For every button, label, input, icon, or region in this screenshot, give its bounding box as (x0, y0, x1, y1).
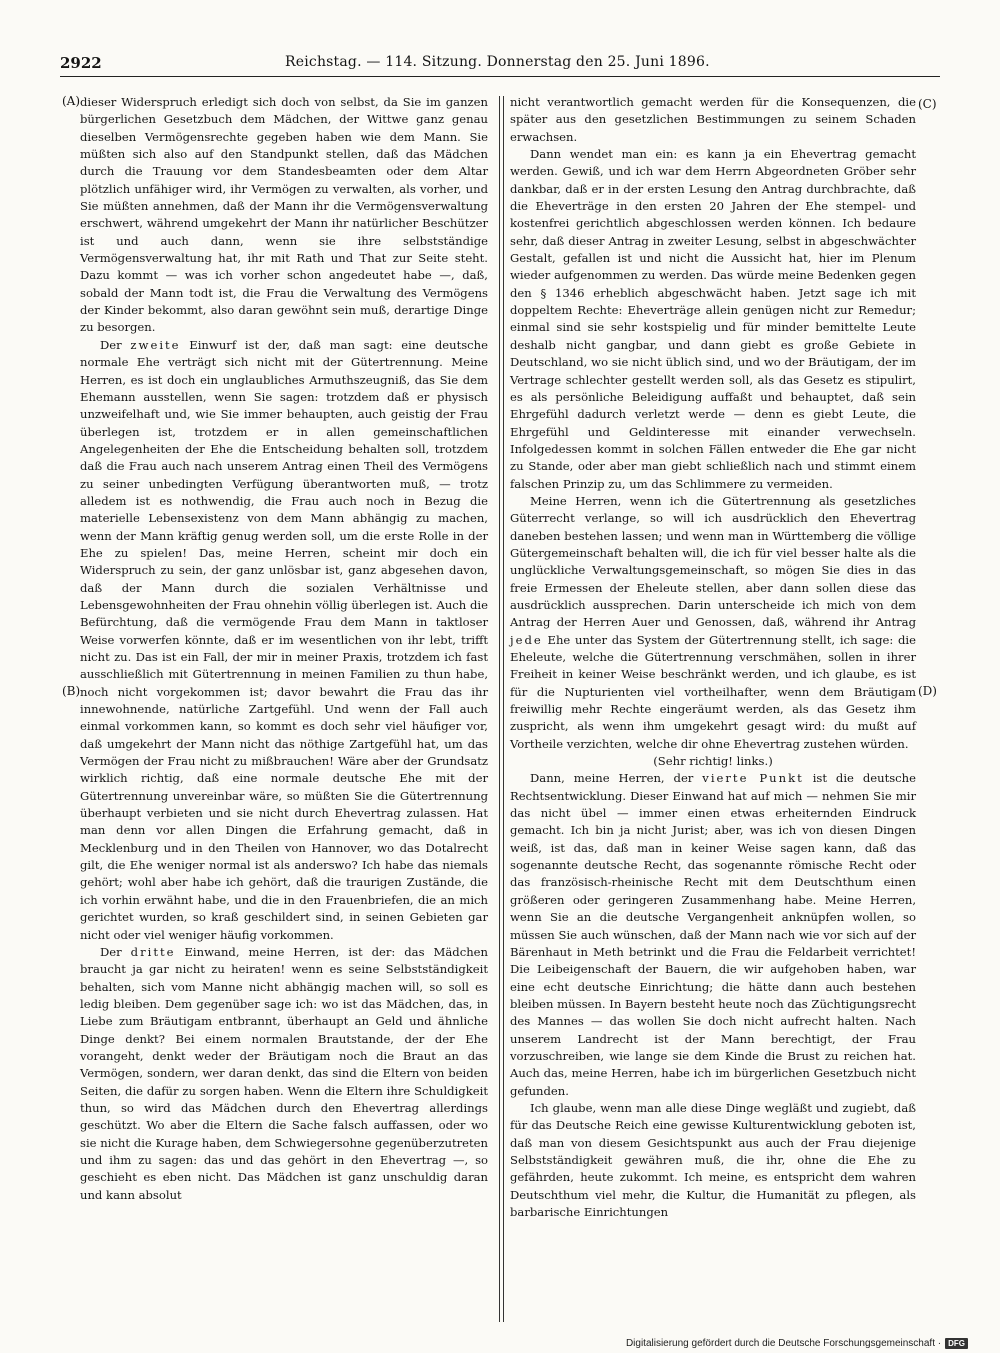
paragraph: Dann, meine Herren, der vierte Punkt ist die deutsche Rechtsentwicklung. Dieser Einwand hat auf mich — nehmen Sie mir das nicht übel — immer einen etwas erheiternden Eindruck gemacht. Ich bin ja nicht Jurist; aber, was ich von diesen Dingen weiß, ist das, daß man in keiner Weise sagen kann, daß das sogenannte deutsche Recht, das sogenannte römische Recht oder das französisch-rheinische Recht mit dem Deutschthum einen größeren oder geringeren Zusammenhang habe. Meine Herren, wenn Sie an die deutsche Vergangenheit anknüpfen wollen, so müssen Sie auch wünschen, daß der Mann nach wie vor sich auf der Bärenhaut in Meth betrinkt und die Frau die Feldarbeit verrichtet! Die Leibeigenschaft der Bauern, die wir aufgehoben haben, war eine echt deutsche Einrichtung; die hätte dann auch bestehen bleiben müssen. In Bayern besteht heute noch das Züchtigungsrecht des Mannes — das wollen Sie doch nicht aufrecht halten. Nach unserem Landrecht ist der Mann berechtigt, der Frau vorzuschreiben, wie lange sie dem Kinde die Brust zu reichen hat. Auch das, meine Herren, habe ich im bürgerlichen Gesetzbuch nicht gefunden. (510, 771, 916, 1098)
emphasis: vierte Punkt (702, 771, 804, 786)
paragraph: Der zweite Einwurf ist der, daß man sagt: eine deutsche normale Ehe verträgt sich nicht mit der Gütertrennung. Meine Herren, es ist doch ein unglaubliches Armuthszeugniß, das Sie dem Ehemann ausstellen, wenn Sie sagen: trotzdem daß er physisch unzweifelhaft und, wie Sie immer behaupten, auch geistig der Frau überlegen ist, trotzdem er in allen gemeinschaftlichen Angelegenheiten der Ehe die Entscheidung behalten soll, trotzdem daß die Frau auch nach unserem Antrag einen Theil des Vermögens zu seiner unbedingten Verfügung überantworten muß, — trotz alledem ist es nothwendig, die Frau auch noch in Bezug die materielle Lebensexistenz von dem Mann abhängig zu machen, wenn der Mann kräftig genug werden soll, um die erste Rolle in der Ehe zu spielen! Das, meine Herren, scheint mir doch ein Widerspruch zu sein, der ganz unlösbar ist, ganz abgesehen davon, daß der Mann durch die sozialen Verhältnisse und Lebensgewohnheiten der Frau ohnehin völlig überlegen ist. Auch die Befürchtung, daß die vermögende Frau dem Mann in taktloser Weise vorwerfen könnte, daß er im wesentlichen von ihr lebt, trifft nicht zu. Das ist ein Fall, der mir in meiner Praxis, trotzdem ich fast ausschließlich mit Gütertrennung in meinen Familien zu thun habe, noch nicht vorgekommen ist; davor bewahrt die Frau das ihr innewohnende, natürliche Zartgefühl. Und wenn der Fall auch einmal vorkommen kann, so kommt es doch sehr viel häufiger vor, daß umgekehrt der Mann nicht das nöthige Zartgefühl hat, um das Vermögen der Frau nicht zu mißbrauchen! Wäre aber der Grundsatz wirklich richtig, daß eine normale deutsche Ehe mit der Gütertrennung unvereinbar wäre, so müßten Sie die Gütertrennung überhaupt verbieten und sie nicht durch Ehevertrag zulassen. Hat man denn vor allen Dingen die Erfahrung gemacht, daß in Mecklenburg und in den Theilen von Hannover, wo das Dotalrecht gilt, die Ehe weniger normal ist als anderswo? Ich habe das niemals gehört; wohl aber habe ich gehört, daß die traurigen Zustände, die ich vorhin erwähnt habe, und die in den Frauenbriefen, die an mich gerichtet wurden, so kraß geschildert sind, in seinen Gebieten gar nicht oder viel weniger häufig vorkommen. (80, 337, 489, 942)
footer-credit (626, 1338, 968, 1349)
paragraph: Ich glaube, wenn man alle diese Dinge wegläßt und zugiebt, daß für das Deutsche Reich eine gewisse Kulturentwicklung geboten ist, daß man von diesem Gesichtspunkt aus auch der Frau diejenige Selbstständigkeit gewähren muß, die ihr, ohne die Ehe zu gefährden, heute zukommt. Ich meine, es entspricht dem wahren Deutschthum viel mehr, die Kultur, die Humanität zu pflegen, als barbarische Einrichtungen (510, 1100, 916, 1219)
running-head: Reichstag. — 114. Sitzung. Donnerstag den 25. Juni 1896. (285, 54, 710, 70)
paragraph: dieser Widerspruch erledigt sich doch von selbst, da Sie im ganzen bürgerlichen Gesetzbuch dem Mädchen, der Wittwe ganz genau dieselben Vermögensrechte gegeben haben wie dem Mann. Sie müßten sich also auf den Standpunkt stellen, daß das Mädchen durch die Trauung vor dem Standesbeamten oder dem Altar plötzlich unfähiger wird, ihr Vermögen zu verwalten, als vorher, und Sie müßten annehmen, daß der Mann ihr die Vermögensverwaltung erschwert, während umgekehrt der Mann ihr natürlicher Beschützer ist und auch dann, wenn sie ihre selbstständige Vermögensverwaltung hat, ihr mit Rath und That zur Seite steht. Dazu kommt — was ich vorher schon angedeutet habe —, daß, sobald der Mann todt ist, die Frau die Verwaltung des Vermögens der Kinder bekommt, also daran gewöhnt sein muß, derartige Dinge zu besorgen. (80, 95, 488, 335)
dfg-logo-icon: DFG (945, 1338, 968, 1349)
paragraph: Dann wendet man ein: es kann ja ein Ehevertrag gemacht werden. Gewiß, und ich war dem Herrn Abgeordneten Gröber sehr dankbar, daß er in der ersten Lesung den Antrag durchbrachte, daß die Eheverträge in den ersten 20 Jahren der Ehe stempel- und kostenfrei gerichtlich abgeschlossen werden können. Ich bedaure sehr, daß dieser Antrag in zweiter Lesung, selbst in abgeschwächter Gestalt, gefallen ist und nicht die Aussicht hat, hier im Plenum wieder aufgenommen zu werden. Das würde meine Bedenken gegen den § 1346 erheblich abgeschwächt haben. Jetzt sage ich mit doppeltem Rechte: Eheverträge allein genügen nicht zur Remedur; einmal sind sie sehr kostspielig und für minder bemittelte Leute deshalb nicht gangbar, und dann giebt es große Gebiete in Deutschland, wo sie nicht üblich sind, und wo der Bräutigam, der im Vertrage schlechter gestellt werden soll, als das Gesetz es stipulirt, es als persönliche Beleidigung auffaßt und behauptet, daß sein Ehrgefühl dadurch verletzt werde — denn es giebt Leute, die Ehrgefühl und Geldinteresse mit einander verwechseln. Infolgedessen kommt in solchen Fällen entweder die Ehe gar nicht zu Stande, oder aber man giebt schließlich nach und stimmt einem falschen Prinzip zu, um das Schlimmere zu vermeiden. (510, 147, 916, 491)
page-header (60, 52, 940, 77)
emphasis: zweite (130, 337, 181, 352)
margin-marker-b: (B) (62, 684, 81, 698)
paragraph: Der dritte Einwand, meine Herren, ist der: das Mädchen braucht ja gar nicht zu heiraten! wenn es seine Selbstständigkeit behalten, sich vom Manne nicht abhängig machen will, so soll es ledig bleiben. Dem gegenüber sage ich: wo ist das Mädchen, das, in Liebe zum Bräutigam entbrannt, überhaupt an Geld und ähnliche Dinge denkt? Bei einem normalen Brautstande, der der Ehe vorangeht, denkt weder der Bräutigam noch die Braut an das Vermögen, sondern, wer daran denkt, das sind die Eltern von beiden Seiten, die dafür zu sorgen haben. Wenn die Eltern ihre Schuldigkeit thun, so wird das Mädchen durch den Ehevertrag allerdings geschützt. Wo aber die Eltern die Sache falsch auffassen, oder wo sie nicht die Kurage haben, dem Schwiegersohne gegenüberzutreten und ihm zu sagen: das und das gehört in den Ehevertrag —, so geschieht es eben nicht. Das Mädchen ist ganz unschuldig daran und kann absolut (80, 944, 488, 1202)
margin-marker-a: (A) (62, 94, 81, 108)
emphasis: dritte (130, 944, 176, 959)
paragraph: Meine Herren, wenn ich die Gütertrennung als gesetzliches Güterrecht verlange, so will ich ausdrücklich den Ehevertrag daneben bestehen lassen; und wenn man in Württemberg die völlige Gütergemeinschaft behalten will, die ich für viel besser halte als die unglückliche Verwaltungsgemeinschaft, so mögen Sie dies in das freie Ermessen der Eheleute stellen, aber dann sollen diese das ausdrücklich aussprechen. Darin unterscheide ich mich von dem Antrag der Herren Auer und Genossen, daß, während ihr Antrag jede Ehe unter das System der Gütertrennung stellt, ich sage: die Eheleute, welche die Gütertrennung verschmähen, sollen in ihrer Freiheit in keiner Weise beschränkt werden, und ich glaube, es ist für die Nupturienten viel vortheilhafter, wenn dem Bräutigam freiwillig mehr Rechte eingeräumt werden, als das Gesetz ihm zuspricht, als wenn ihm umgekehrt gesagt wird: du mußt auf Vortheile verzichten, welche dir ohne Ehevertrag zustehen würden. (510, 493, 916, 751)
margin-marker-c: (C) (918, 97, 937, 111)
credit-text: Digitalisierung gefördert durch die Deutsche Forschungsgemeinschaft · (625, 1338, 942, 1349)
margin-marker-d: (D) (918, 684, 937, 698)
column-divider (499, 96, 500, 1322)
column-divider (503, 96, 504, 1322)
left-column (80, 94, 488, 1324)
right-column (510, 94, 916, 1219)
interjection: (Sehr richtig! links.) (653, 754, 773, 769)
paragraph: nicht verantwortlich gemacht werden für die Konsequenzen, die später aus den gesetzlichen Bestimmungen zu seinem Schaden erwachsen. (510, 95, 916, 144)
page-number: 2922 (60, 54, 102, 72)
emphasis: jede (510, 632, 543, 647)
